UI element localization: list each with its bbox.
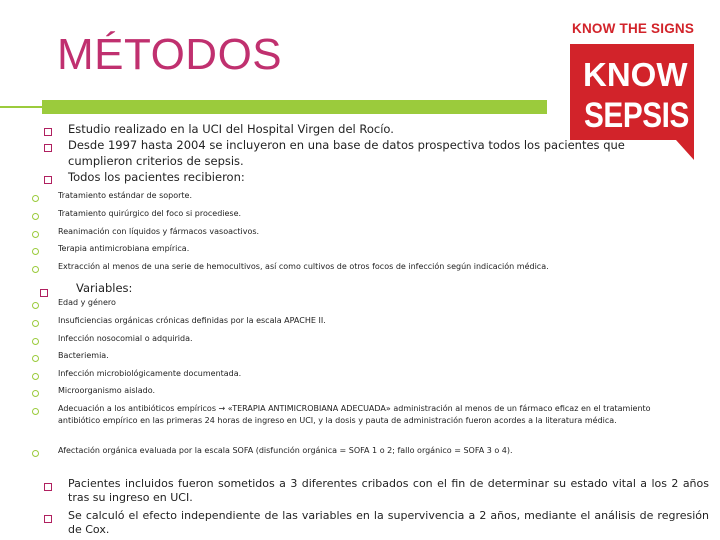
dot-bullet-icon (32, 408, 39, 415)
variable-item: Adecuación a los antibióticos empíricos → «TERAPIA ANTIMICROBIANA ADECUADA» administración al menos de un fármaco eficaz en el tratamiento antibiótico empírico en las primeras 24 horas de ingreso en UCI, y la dosis y pauta de administración fueron acordes a la literatura médica. (58, 404, 651, 425)
intro-item: Todos los pacientes recibieron: (68, 170, 245, 184)
variable-item: Infección microbiológicamente documentada. (58, 369, 242, 378)
dot-bullet-icon (32, 320, 39, 327)
dot-bullet-icon (32, 248, 39, 255)
square-bullet-icon (44, 144, 52, 152)
logo-word-know: KNOW (583, 56, 688, 93)
variable-item: Edad y género (58, 298, 116, 307)
variable-item: Bacteriemia. (58, 351, 109, 360)
treatment-item: Extracción al menos de una serie de hemocultivos, así como cultivos de otros focos de infección según indicación médica. (58, 262, 549, 271)
treatment-item: Reanimación con líquidos y fármacos vasoactivos. (58, 227, 260, 236)
square-bullet-icon (40, 289, 48, 297)
closing-item: Pacientes incluidos fueron sometidos a 3 diferentes cribados con el fin de determinar su estado vital a los 2 años tras su ingreso en UCI. (68, 477, 709, 504)
logo-tagline: KNOW THE SIGNS (572, 21, 695, 36)
closing-item: Se calculó el efecto independiente de las variables en la supervivencia a 2 años, mediante el análisis de regresión de Cox. (68, 509, 709, 536)
logo-word-sepsis: SEPSIS (584, 96, 689, 135)
dot-bullet-icon (32, 338, 39, 345)
variable-item: Infección nosocomial o adquirida. (58, 334, 193, 343)
variable-item: Insuficiencias orgánicas crónicas definidas por la escala APACHE II. (58, 316, 326, 325)
treatment-item: Tratamiento estándar de soporte. (58, 191, 193, 200)
variable-item: Afectación orgánica evaluada por la escala SOFA (disfunción orgánica = SOFA 1 o 2; fallo orgánico = SOFA 3 o 4). (58, 446, 513, 455)
square-bullet-icon (44, 128, 52, 136)
dot-bullet-icon (32, 231, 39, 238)
variable-item: Microorganismo aislado. (58, 386, 156, 395)
dot-bullet-icon (32, 390, 39, 397)
dot-bullet-icon (32, 373, 39, 380)
square-bullet-icon (44, 176, 52, 184)
dot-bullet-icon (32, 355, 39, 362)
dot-bullet-icon (32, 213, 39, 220)
title-underline-bar (42, 100, 547, 114)
treatment-item: Tratamiento quirúrgico del foco si procediese. (58, 209, 242, 218)
intro-item: Desde 1997 hasta 2004 se incluyeron en una base de datos prospectiva todos los pacientes que cumplieron criterios de sepsis. (68, 138, 625, 168)
treatment-item: Terapia antimicrobiana empírica. (58, 244, 190, 253)
intro-item: Estudio realizado en la UCI del Hospital Virgen del Rocío. (68, 122, 394, 136)
page-title: MÉTODOS (57, 30, 283, 79)
dot-bullet-icon (32, 450, 39, 457)
title-underline-line (0, 106, 42, 108)
dot-bullet-icon (32, 302, 39, 309)
square-bullet-icon (44, 483, 52, 491)
variables-heading: Variables: (76, 281, 133, 295)
dot-bullet-icon (32, 195, 39, 202)
dot-bullet-icon (32, 266, 39, 273)
square-bullet-icon (44, 515, 52, 523)
